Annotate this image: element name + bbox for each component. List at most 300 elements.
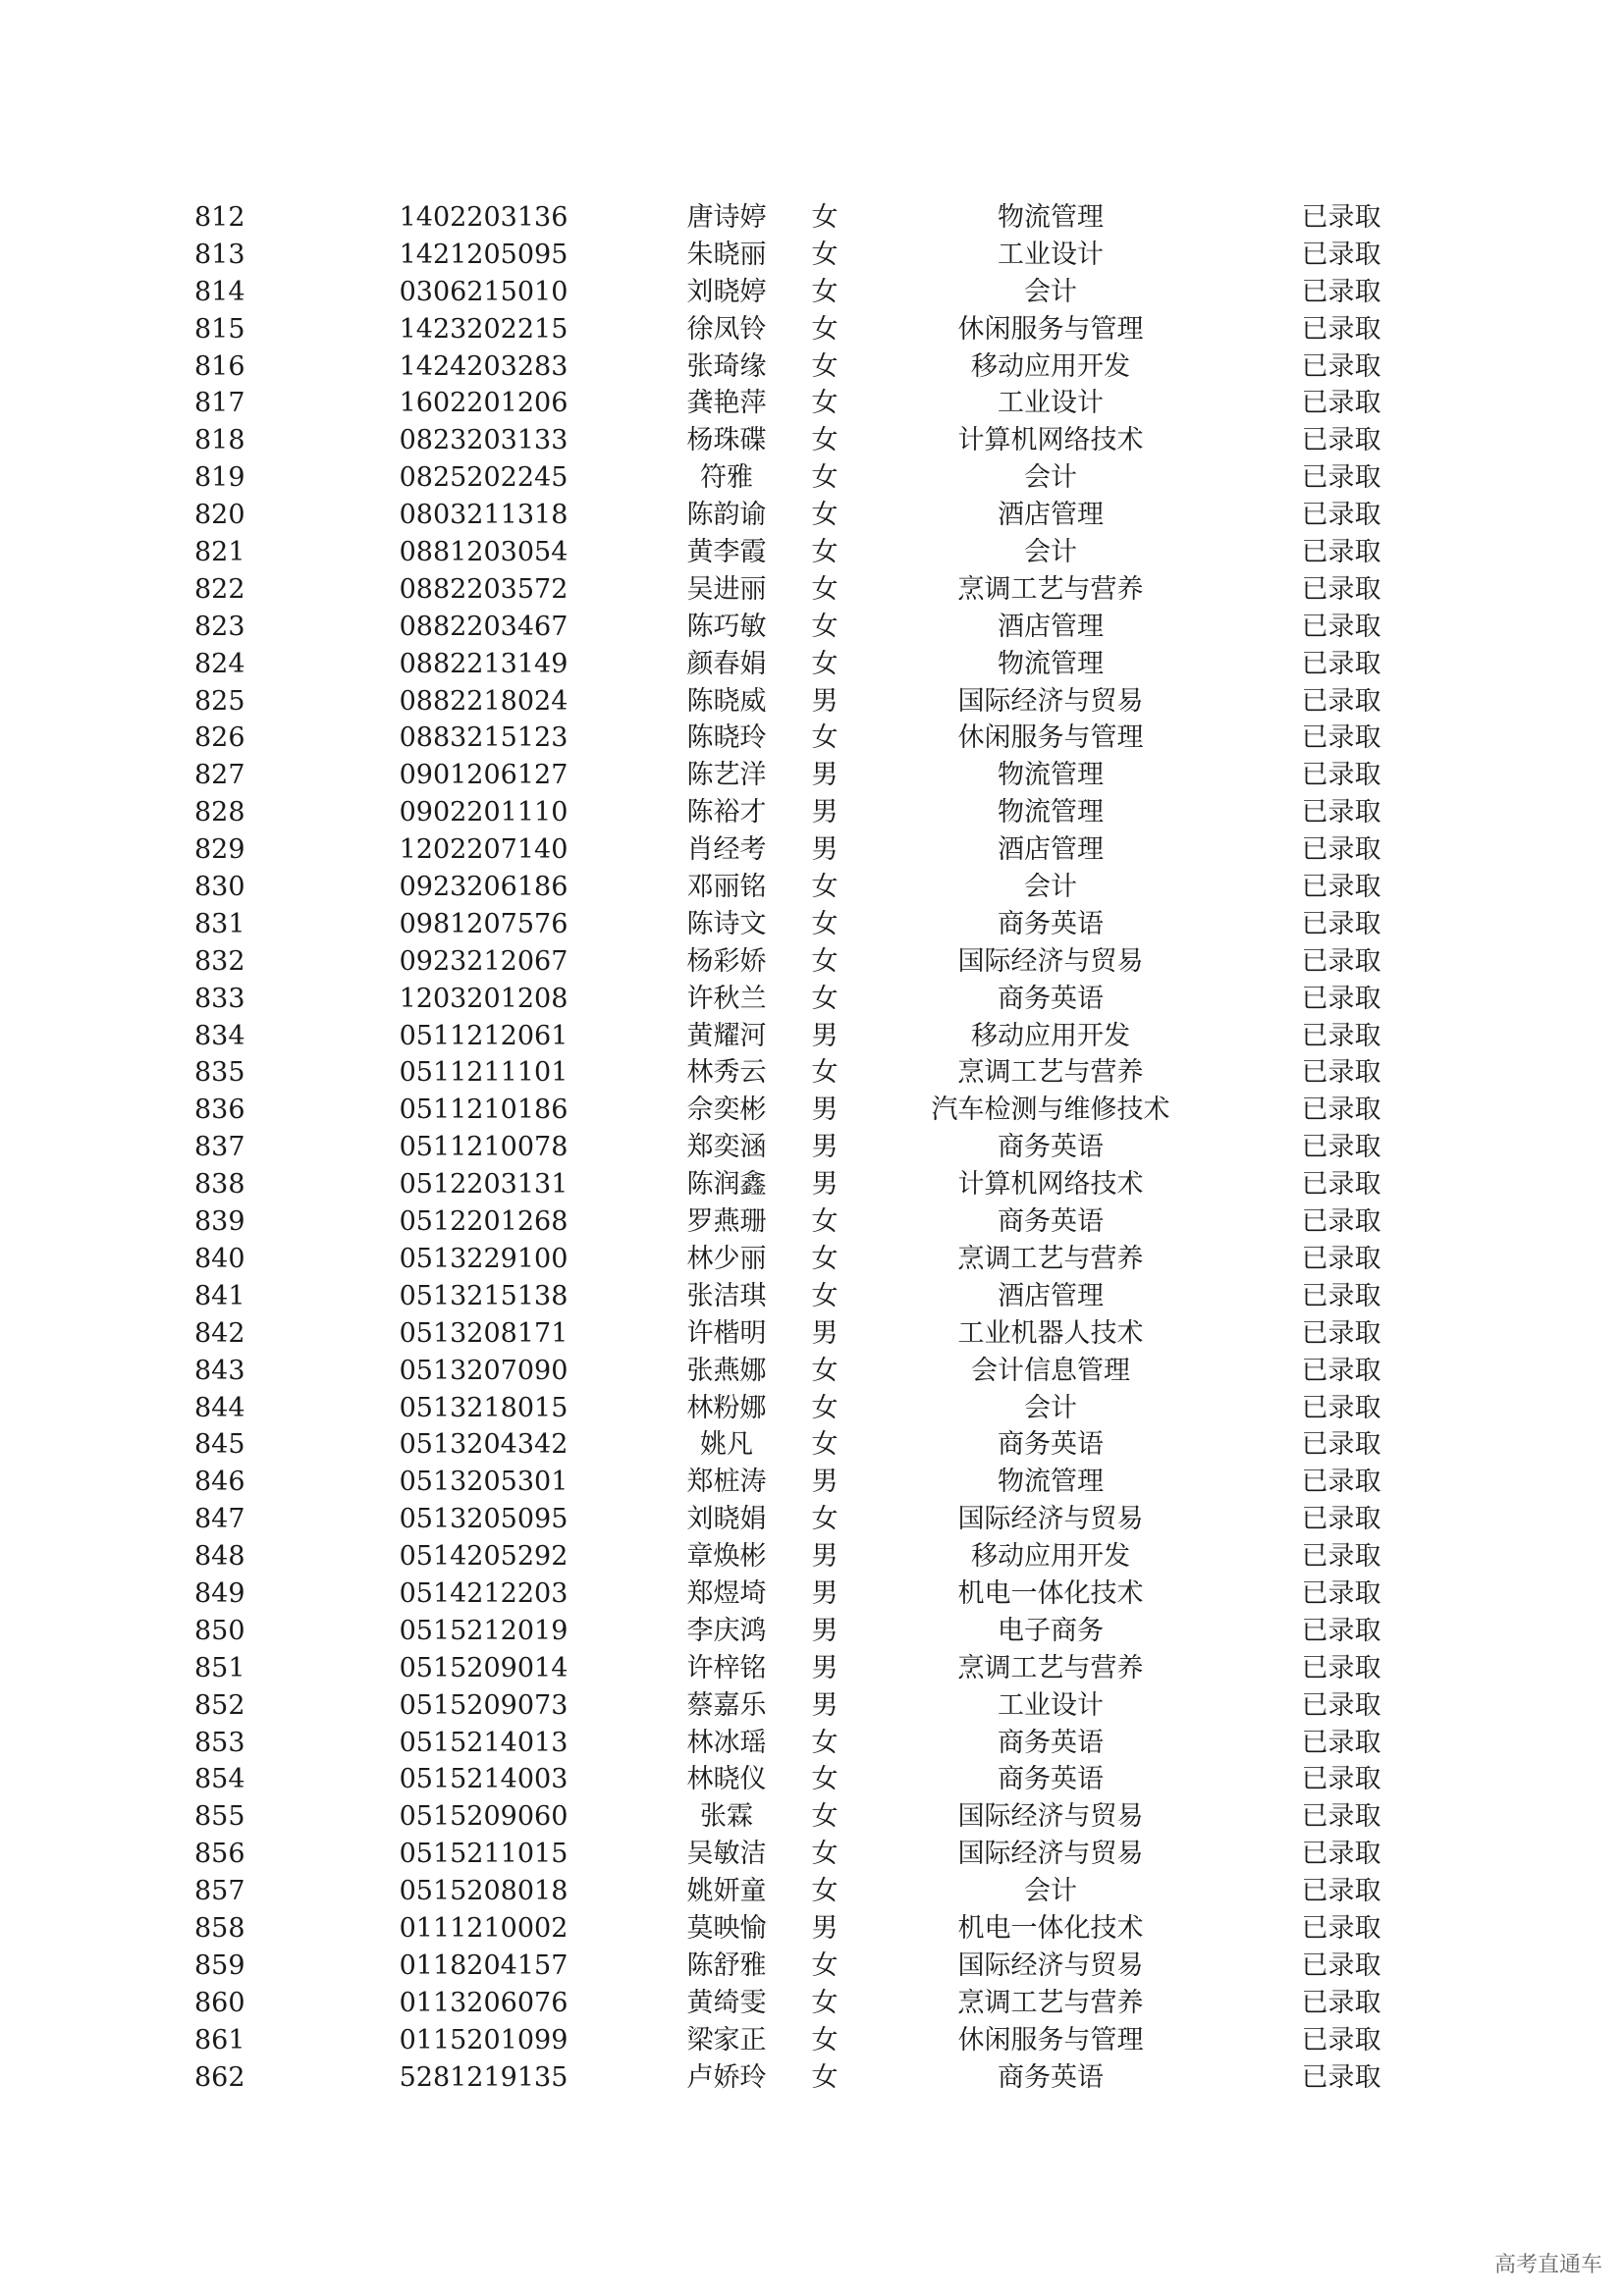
name-cell: 梁家正 <box>686 2024 767 2056</box>
status-cell: 已录取 <box>1301 1949 1381 1981</box>
exam-id-cell: 0515214003 <box>399 1764 568 1795</box>
major-cell: 汽车检测与维修技术 <box>931 1095 1170 1126</box>
exam-id-cell: 0883215123 <box>399 722 568 754</box>
name-cell: 林粉娜 <box>686 1392 767 1423</box>
status-cell: 已录取 <box>1301 1317 1381 1349</box>
major-cell: 机电一体化技术 <box>957 1912 1144 1944</box>
status-cell: 已录取 <box>1301 834 1381 866</box>
seq-number-cell: 862 <box>194 2061 245 2093</box>
name-cell: 吴敏洁 <box>686 1839 767 1870</box>
major-cell: 烹调工艺与营养 <box>957 1652 1144 1683</box>
status-cell: 已录取 <box>1301 1577 1381 1609</box>
seq-number-cell: 817 <box>194 388 245 419</box>
seq-number-cell: 823 <box>194 611 245 642</box>
gender-cell: 女 <box>811 500 839 531</box>
seq-number-cell: 816 <box>194 350 245 382</box>
gender-cell: 女 <box>811 573 839 605</box>
table-row <box>147 1166 1424 1203</box>
seq-number-cell: 829 <box>194 834 245 866</box>
major-cell: 移动应用开发 <box>971 350 1130 382</box>
name-cell: 林秀云 <box>686 1057 767 1089</box>
seq-number-cell: 840 <box>194 1243 245 1274</box>
gender-cell: 女 <box>811 872 839 903</box>
watermark: 高考直通车 <box>1493 2253 1602 2277</box>
status-cell: 已录取 <box>1301 537 1381 568</box>
exam-id-cell: 0515209014 <box>399 1652 568 1683</box>
name-cell: 蔡嘉乐 <box>686 1689 767 1721</box>
major-cell: 物流管理 <box>998 1467 1104 1498</box>
gender-cell: 女 <box>811 1727 839 1758</box>
status-cell: 已录取 <box>1301 1095 1381 1126</box>
table-row <box>147 831 1424 869</box>
status-cell: 已录取 <box>1301 1280 1381 1311</box>
exam-id-cell: 0118204157 <box>399 1949 568 1981</box>
status-cell: 已录取 <box>1301 983 1381 1014</box>
seq-number-cell: 838 <box>194 1169 245 1201</box>
gender-cell: 女 <box>811 722 839 754</box>
major-cell: 移动应用开发 <box>971 1541 1130 1573</box>
table-row <box>147 981 1424 1018</box>
name-cell: 陈韵谕 <box>686 500 767 531</box>
status-cell: 已录取 <box>1301 573 1381 605</box>
name-cell: 符雅 <box>700 462 753 494</box>
name-cell: 邓丽铭 <box>686 872 767 903</box>
exam-id-cell: 0513204342 <box>399 1429 568 1461</box>
status-cell: 已录取 <box>1301 1243 1381 1274</box>
status-cell: 已录取 <box>1301 1169 1381 1201</box>
exam-id-cell: 0823203133 <box>399 425 568 456</box>
seq-number-cell: 821 <box>194 537 245 568</box>
exam-id-cell: 0825202245 <box>399 462 568 494</box>
major-cell: 国际经济与贸易 <box>957 685 1144 717</box>
table-row <box>147 609 1424 646</box>
gender-cell: 男 <box>811 1467 839 1498</box>
seq-number-cell: 858 <box>194 1912 245 1944</box>
exam-id-cell: 0515209060 <box>399 1801 568 1833</box>
seq-number-cell: 837 <box>194 1132 245 1163</box>
gender-cell: 女 <box>811 350 839 382</box>
name-cell: 陈巧敏 <box>686 611 767 642</box>
exam-id-cell: 0515214013 <box>399 1727 568 1758</box>
status-cell: 已录取 <box>1301 1355 1381 1386</box>
status-cell: 已录取 <box>1301 797 1381 828</box>
gender-cell: 男 <box>811 1132 839 1163</box>
status-cell: 已录取 <box>1301 722 1381 754</box>
table-row <box>147 906 1424 943</box>
status-cell: 已录取 <box>1301 2024 1381 2056</box>
status-cell: 已录取 <box>1301 313 1381 345</box>
gender-cell: 女 <box>811 313 839 345</box>
status-cell: 已录取 <box>1301 500 1381 531</box>
major-cell: 会计 <box>1024 1876 1077 1907</box>
gender-cell: 女 <box>811 611 839 642</box>
exam-id-cell: 0511211101 <box>399 1057 568 1089</box>
exam-id-cell: 0515211015 <box>399 1839 568 1870</box>
name-cell: 刘晓婷 <box>686 276 767 307</box>
exam-id-cell: 0515208018 <box>399 1876 568 1907</box>
major-cell: 国际经济与贸易 <box>957 1504 1144 1535</box>
status-cell: 已录取 <box>1301 1206 1381 1238</box>
gender-cell: 男 <box>811 834 839 866</box>
gender-cell: 女 <box>811 1764 839 1795</box>
table-row <box>147 534 1424 571</box>
status-cell: 已录取 <box>1301 1912 1381 1944</box>
status-cell: 已录取 <box>1301 202 1381 233</box>
table-row <box>147 869 1424 906</box>
exam-id-cell: 0882203572 <box>399 573 568 605</box>
gender-cell: 男 <box>811 797 839 828</box>
seq-number-cell: 842 <box>194 1317 245 1349</box>
status-cell: 已录取 <box>1301 611 1381 642</box>
major-cell: 国际经济与贸易 <box>957 945 1144 977</box>
major-cell: 工业机器人技术 <box>957 1317 1144 1349</box>
gender-cell: 男 <box>811 1317 839 1349</box>
table-row <box>147 1650 1424 1687</box>
table-row <box>147 1985 1424 2022</box>
table-row <box>147 237 1424 274</box>
status-cell: 已录取 <box>1301 648 1381 679</box>
major-cell: 会计信息管理 <box>971 1355 1130 1386</box>
status-cell: 已录取 <box>1301 1652 1381 1683</box>
seq-number-cell: 820 <box>194 500 245 531</box>
name-cell: 姚妍童 <box>686 1876 767 1907</box>
status-cell: 已录取 <box>1301 462 1381 494</box>
table-row <box>147 1018 1424 1055</box>
gender-cell: 男 <box>811 1541 839 1573</box>
gender-cell: 女 <box>811 2061 839 2093</box>
gender-cell: 女 <box>811 1206 839 1238</box>
exam-id-cell: 0111210002 <box>399 1912 568 1944</box>
exam-id-cell: 0882203467 <box>399 611 568 642</box>
seq-number-cell: 813 <box>194 239 245 270</box>
gender-cell: 女 <box>811 1429 839 1461</box>
exam-id-cell: 1202207140 <box>399 834 568 866</box>
table-row <box>147 1948 1424 1985</box>
seq-number-cell: 860 <box>194 1987 245 2018</box>
seq-number-cell: 852 <box>194 1689 245 1721</box>
major-cell: 物流管理 <box>998 760 1104 791</box>
name-cell: 许秋兰 <box>686 983 767 1014</box>
table-row <box>147 1761 1424 1798</box>
table-row <box>147 1798 1424 1836</box>
seq-number-cell: 839 <box>194 1206 245 1238</box>
status-cell: 已录取 <box>1301 1392 1381 1423</box>
gender-cell: 女 <box>811 648 839 679</box>
gender-cell: 女 <box>811 1280 839 1311</box>
status-cell: 已录取 <box>1301 2061 1381 2093</box>
seq-number-cell: 844 <box>194 1392 245 1423</box>
major-cell: 烹调工艺与营养 <box>957 1057 1144 1089</box>
major-cell: 酒店管理 <box>998 834 1104 866</box>
name-cell: 朱晓丽 <box>686 239 767 270</box>
table-row <box>147 1203 1424 1241</box>
major-cell: 休闲服务与管理 <box>957 2024 1144 2056</box>
status-cell: 已录取 <box>1301 350 1381 382</box>
gender-cell: 男 <box>811 1095 839 1126</box>
gender-cell: 男 <box>811 685 839 717</box>
seq-number-cell: 854 <box>194 1764 245 1795</box>
seq-number-cell: 848 <box>194 1541 245 1573</box>
gender-cell: 女 <box>811 425 839 456</box>
major-cell: 商务英语 <box>998 1429 1104 1461</box>
seq-number-cell: 856 <box>194 1839 245 1870</box>
status-cell: 已录取 <box>1301 239 1381 270</box>
exam-id-cell: 0512201268 <box>399 1206 568 1238</box>
name-cell: 陈润鑫 <box>686 1169 767 1201</box>
table-row <box>147 1613 1424 1650</box>
gender-cell: 女 <box>811 202 839 233</box>
exam-id-cell: 0512203131 <box>399 1169 568 1201</box>
exam-id-cell: 0511212061 <box>399 1020 568 1051</box>
table-row <box>147 1501 1424 1538</box>
name-cell: 陈晓玲 <box>686 722 767 754</box>
exam-id-cell: 0511210186 <box>399 1095 568 1126</box>
major-cell: 商务英语 <box>998 908 1104 939</box>
gender-cell: 女 <box>811 1876 839 1907</box>
gender-cell: 男 <box>811 1912 839 1944</box>
name-cell: 陈舒雅 <box>686 1949 767 1981</box>
exam-id-cell: 0306215010 <box>399 276 568 307</box>
exam-id-cell: 1402203136 <box>399 202 568 233</box>
table-row <box>147 1538 1424 1575</box>
table-row <box>147 2022 1424 2059</box>
name-cell: 莫映愉 <box>686 1912 767 1944</box>
name-cell: 黄李霞 <box>686 537 767 568</box>
name-cell: 李庆鸿 <box>686 1615 767 1646</box>
exam-id-cell: 1423202215 <box>399 313 568 345</box>
major-cell: 休闲服务与管理 <box>957 313 1144 345</box>
name-cell: 黄耀河 <box>686 1020 767 1051</box>
seq-number-cell: 835 <box>194 1057 245 1089</box>
gender-cell: 女 <box>811 1504 839 1535</box>
seq-number-cell: 857 <box>194 1876 245 1907</box>
major-cell: 会计 <box>1024 1392 1077 1423</box>
table-row <box>147 1836 1424 1873</box>
status-cell: 已录取 <box>1301 1057 1381 1089</box>
table-row <box>147 683 1424 721</box>
seq-number-cell: 832 <box>194 945 245 977</box>
admission-list-table <box>147 199 1424 2096</box>
gender-cell: 男 <box>811 1652 839 1683</box>
table-row <box>147 1054 1424 1092</box>
status-cell: 已录取 <box>1301 425 1381 456</box>
exam-id-cell: 0981207576 <box>399 908 568 939</box>
exam-id-cell: 0514212203 <box>399 1577 568 1609</box>
seq-number-cell: 843 <box>194 1355 245 1386</box>
name-cell: 郑桩涛 <box>686 1467 767 1498</box>
exam-id-cell: 0113206076 <box>399 1987 568 2018</box>
seq-number-cell: 833 <box>194 983 245 1014</box>
table-row <box>147 1315 1424 1353</box>
exam-id-cell: 0923206186 <box>399 872 568 903</box>
exam-id-cell: 1424203283 <box>399 350 568 382</box>
major-cell: 国际经济与贸易 <box>957 1949 1144 1981</box>
name-cell: 林冰瑶 <box>686 1727 767 1758</box>
exam-id-cell: 0513207090 <box>399 1355 568 1386</box>
seq-number-cell: 850 <box>194 1615 245 1646</box>
table-row <box>147 274 1424 311</box>
seq-number-cell: 846 <box>194 1467 245 1498</box>
gender-cell: 女 <box>811 1355 839 1386</box>
table-row <box>147 199 1424 237</box>
seq-number-cell: 831 <box>194 908 245 939</box>
name-cell: 张洁琪 <box>686 1280 767 1311</box>
table-row <box>147 1241 1424 1278</box>
exam-id-cell: 0902201110 <box>399 797 568 828</box>
gender-cell: 女 <box>811 1949 839 1981</box>
table-row <box>147 1353 1424 1390</box>
table-row <box>147 1129 1424 1166</box>
table-row <box>147 385 1424 422</box>
table-row <box>147 1464 1424 1501</box>
seq-number-cell: 841 <box>194 1280 245 1311</box>
gender-cell: 女 <box>811 1243 839 1274</box>
gender-cell: 男 <box>811 760 839 791</box>
major-cell: 计算机网络技术 <box>957 425 1144 456</box>
seq-number-cell: 836 <box>194 1095 245 1126</box>
status-cell: 已录取 <box>1301 276 1381 307</box>
exam-id-cell: 0515212019 <box>399 1615 568 1646</box>
seq-number-cell: 830 <box>194 872 245 903</box>
table-row <box>147 348 1424 386</box>
table-row <box>147 1390 1424 1427</box>
status-cell: 已录取 <box>1301 872 1381 903</box>
gender-cell: 女 <box>811 462 839 494</box>
exam-id-cell: 0511210078 <box>399 1132 568 1163</box>
table-row <box>147 311 1424 348</box>
exam-id-cell: 0901206127 <box>399 760 568 791</box>
major-cell: 工业设计 <box>998 239 1104 270</box>
seq-number-cell: 822 <box>194 573 245 605</box>
exam-id-cell: 1602201206 <box>399 388 568 419</box>
gender-cell: 女 <box>811 1801 839 1833</box>
exam-id-cell: 0515209073 <box>399 1689 568 1721</box>
major-cell: 商务英语 <box>998 983 1104 1014</box>
name-cell: 郑煜埼 <box>686 1577 767 1609</box>
major-cell: 烹调工艺与营养 <box>957 1987 1144 2018</box>
seq-number-cell: 812 <box>194 202 245 233</box>
seq-number-cell: 814 <box>194 276 245 307</box>
status-cell: 已录取 <box>1301 1615 1381 1646</box>
table-row <box>147 720 1424 757</box>
major-cell: 商务英语 <box>998 1206 1104 1238</box>
seq-number-cell: 851 <box>194 1652 245 1683</box>
status-cell: 已录取 <box>1301 1467 1381 1498</box>
seq-number-cell: 847 <box>194 1504 245 1535</box>
name-cell: 张燕娜 <box>686 1355 767 1386</box>
seq-number-cell: 861 <box>194 2024 245 2056</box>
seq-number-cell: 859 <box>194 1949 245 1981</box>
status-cell: 已录取 <box>1301 1839 1381 1870</box>
major-cell: 会计 <box>1024 872 1077 903</box>
seq-number-cell: 827 <box>194 760 245 791</box>
status-cell: 已录取 <box>1301 1764 1381 1795</box>
status-cell: 已录取 <box>1301 1987 1381 2018</box>
table-row <box>147 1687 1424 1725</box>
name-cell: 罗燕珊 <box>686 1206 767 1238</box>
gender-cell: 女 <box>811 537 839 568</box>
name-cell: 张琦缘 <box>686 350 767 382</box>
name-cell: 卢娇玲 <box>686 2061 767 2093</box>
table-row <box>147 757 1424 794</box>
major-cell: 会计 <box>1024 276 1077 307</box>
major-cell: 电子商务 <box>998 1615 1104 1646</box>
status-cell: 已录取 <box>1301 1020 1381 1051</box>
table-row <box>147 646 1424 683</box>
name-cell: 林少丽 <box>686 1243 767 1274</box>
name-cell: 黄绮雯 <box>686 1987 767 2018</box>
name-cell: 张霖 <box>700 1801 753 1833</box>
status-cell: 已录取 <box>1301 945 1381 977</box>
name-cell: 颜春娟 <box>686 648 767 679</box>
status-cell: 已录取 <box>1301 1132 1381 1163</box>
gender-cell: 女 <box>811 1839 839 1870</box>
table-row <box>147 422 1424 459</box>
exam-id-cell: 0881203054 <box>399 537 568 568</box>
major-cell: 机电一体化技术 <box>957 1577 1144 1609</box>
seq-number-cell: 825 <box>194 685 245 717</box>
gender-cell: 男 <box>811 1615 839 1646</box>
table-row <box>147 1426 1424 1464</box>
exam-id-cell: 0514205292 <box>399 1541 568 1573</box>
major-cell: 工业设计 <box>998 1689 1104 1721</box>
name-cell: 唐诗婷 <box>686 202 767 233</box>
exam-id-cell: 0513229100 <box>399 1243 568 1274</box>
exam-id-cell: 0882218024 <box>399 685 568 717</box>
table-row <box>147 1910 1424 1948</box>
table-row <box>147 943 1424 981</box>
name-cell: 刘晓娟 <box>686 1504 767 1535</box>
exam-id-cell: 0115201099 <box>399 2024 568 2056</box>
exam-id-cell: 0513215138 <box>399 1280 568 1311</box>
major-cell: 国际经济与贸易 <box>957 1801 1144 1833</box>
seq-number-cell: 819 <box>194 462 245 494</box>
gender-cell: 女 <box>811 1987 839 2018</box>
table-row <box>147 497 1424 534</box>
seq-number-cell: 818 <box>194 425 245 456</box>
name-cell: 许楷明 <box>686 1317 767 1349</box>
name-cell: 龚艳萍 <box>686 388 767 419</box>
major-cell: 物流管理 <box>998 797 1104 828</box>
seq-number-cell: 845 <box>194 1429 245 1461</box>
table-row <box>147 571 1424 609</box>
name-cell: 陈艺洋 <box>686 760 767 791</box>
major-cell: 酒店管理 <box>998 1280 1104 1311</box>
status-cell: 已录取 <box>1301 685 1381 717</box>
table-row <box>147 1575 1424 1613</box>
exam-id-cell: 1421205095 <box>399 239 568 270</box>
seq-number-cell: 815 <box>194 313 245 345</box>
table-row <box>147 1278 1424 1315</box>
status-cell: 已录取 <box>1301 908 1381 939</box>
exam-id-cell: 0923212067 <box>399 945 568 977</box>
table-row <box>147 459 1424 497</box>
table-row <box>147 1873 1424 1910</box>
exam-id-cell: 0882213149 <box>399 648 568 679</box>
major-cell: 烹调工艺与营养 <box>957 1243 1144 1274</box>
status-cell: 已录取 <box>1301 1541 1381 1573</box>
gender-cell: 女 <box>811 276 839 307</box>
gender-cell: 女 <box>811 239 839 270</box>
status-cell: 已录取 <box>1301 1504 1381 1535</box>
major-cell: 商务英语 <box>998 1727 1104 1758</box>
seq-number-cell: 855 <box>194 1801 245 1833</box>
name-cell: 郑奕涵 <box>686 1132 767 1163</box>
status-cell: 已录取 <box>1301 760 1381 791</box>
major-cell: 商务英语 <box>998 2061 1104 2093</box>
table-row <box>147 1725 1424 1762</box>
name-cell: 姚凡 <box>700 1429 753 1461</box>
